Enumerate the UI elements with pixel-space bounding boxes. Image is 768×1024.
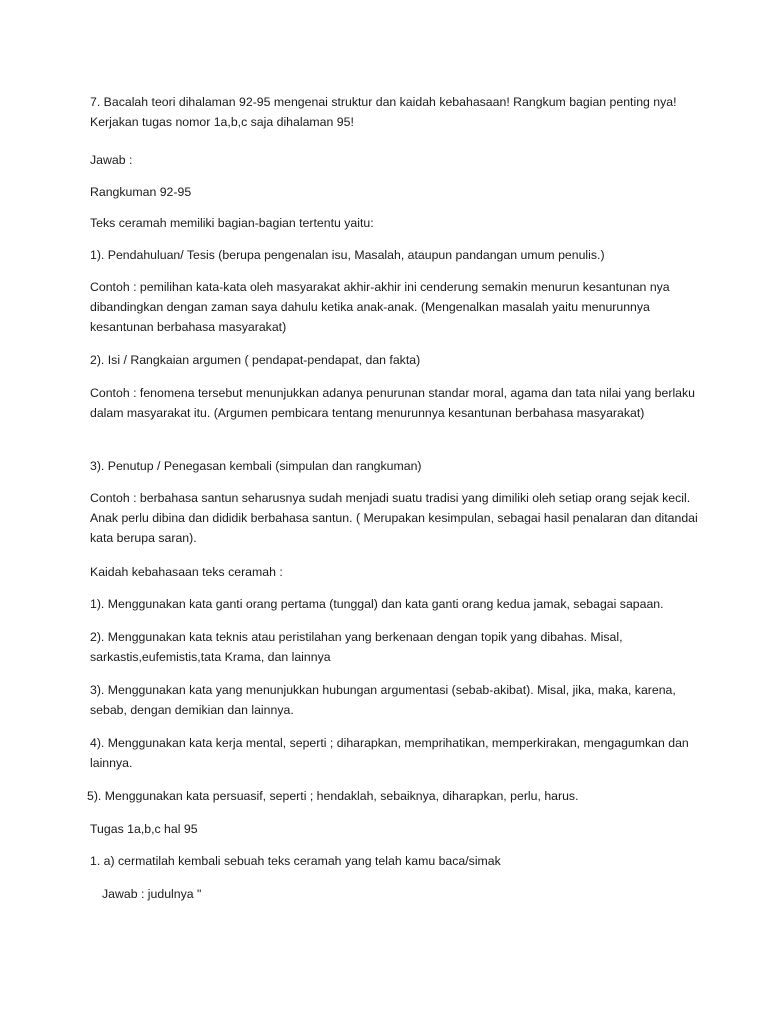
language-rules-heading: Kaidah kebahasaan teks ceramah :: [90, 565, 283, 579]
answer-label: Jawab :: [90, 153, 133, 167]
structure-item-2: 2). Isi / Rangkaian argumen ( pendapat-pendapat, dan fakta): [90, 353, 421, 367]
task-answer: Jawab : judulnya ": [102, 887, 202, 901]
language-rule-4: 4). Menggunakan kata kerja mental, seperti ; diharapkan, memprihatikan, memperkirakan, mengagumkan dan lainnya.: [90, 736, 689, 770]
task-heading: Tugas 1a,b,c hal 95: [90, 822, 198, 836]
language-rule-2: 2). Menggunakan kata teknis atau peristilahan yang berkenaan dengan topik yang dibahas. Misal, sarkastis,eufemistis,tata Krama, dan lainnya: [90, 630, 623, 664]
example-1: Contoh : pemilihan kata-kata oleh masyarakat akhir-akhir ini cenderung semakin menurun kesantunan nya dibandingkan dengan zaman saya dahulu ketika anak-anak. (Mengenalkan masalah yaitu menurunnya kesantunan berbahasa masyarakat): [90, 280, 670, 334]
language-rule-1: 1). Menggunakan kata ganti orang pertama (tunggal) dan kata ganti orang kedua jamak, sebagai sapaan.: [90, 597, 664, 611]
summary-heading: Rangkuman 92-95: [90, 185, 192, 199]
structure-intro: Teks ceramah memiliki bagian-bagian tertentu yaitu:: [90, 216, 374, 230]
language-rule-3: 3). Menggunakan kata yang menunjukkan hubungan argumentasi (sebab-akibat). Misal, jika, maka, karena, sebab, dengan demikian dan lainnya.: [90, 683, 676, 717]
structure-item-3: 3). Penutup / Penegasan kembali (simpulan dan rangkuman): [90, 459, 422, 473]
structure-item-1: 1). Pendahuluan/ Tesis (berupa pengenalan isu, Masalah, ataupun pandangan umum penulis.): [90, 248, 605, 262]
example-3: Contoh : berbahasa santun seharusnya sudah menjadi suatu tradisi yang dimiliki oleh setiap orang sejak kecil. Anak perlu dibina dan dididik berbahasa santun. ( Merupakan kesimpulan, sebagai hasil penalaran dan ditandai kata berupa saran).: [90, 491, 698, 545]
example-2: Contoh : fenomena tersebut menunjukkan adanya penurunan standar moral, agama dan tata nilai yang berlaku dalam masyarakat itu. (Argumen pembicara tentang menurunnya kesantunan berbahasa masyarakat): [90, 386, 695, 420]
language-rule-5: 5). Menggunakan kata persuasif, seperti ; hendaklah, sebaiknya, diharapkan, perlu, harus.: [87, 789, 579, 803]
question-instruction: 7. Bacalah teori dihalaman 92-95 mengenai struktur dan kaidah kebahasaan! Rangkum bagian penting nya! Kerjakan tugas nomor 1a,b,c saja dihalaman 95!: [90, 95, 677, 129]
task-item-1a: 1. a) cermatilah kembali sebuah teks ceramah yang telah kamu baca/simak: [90, 854, 501, 868]
